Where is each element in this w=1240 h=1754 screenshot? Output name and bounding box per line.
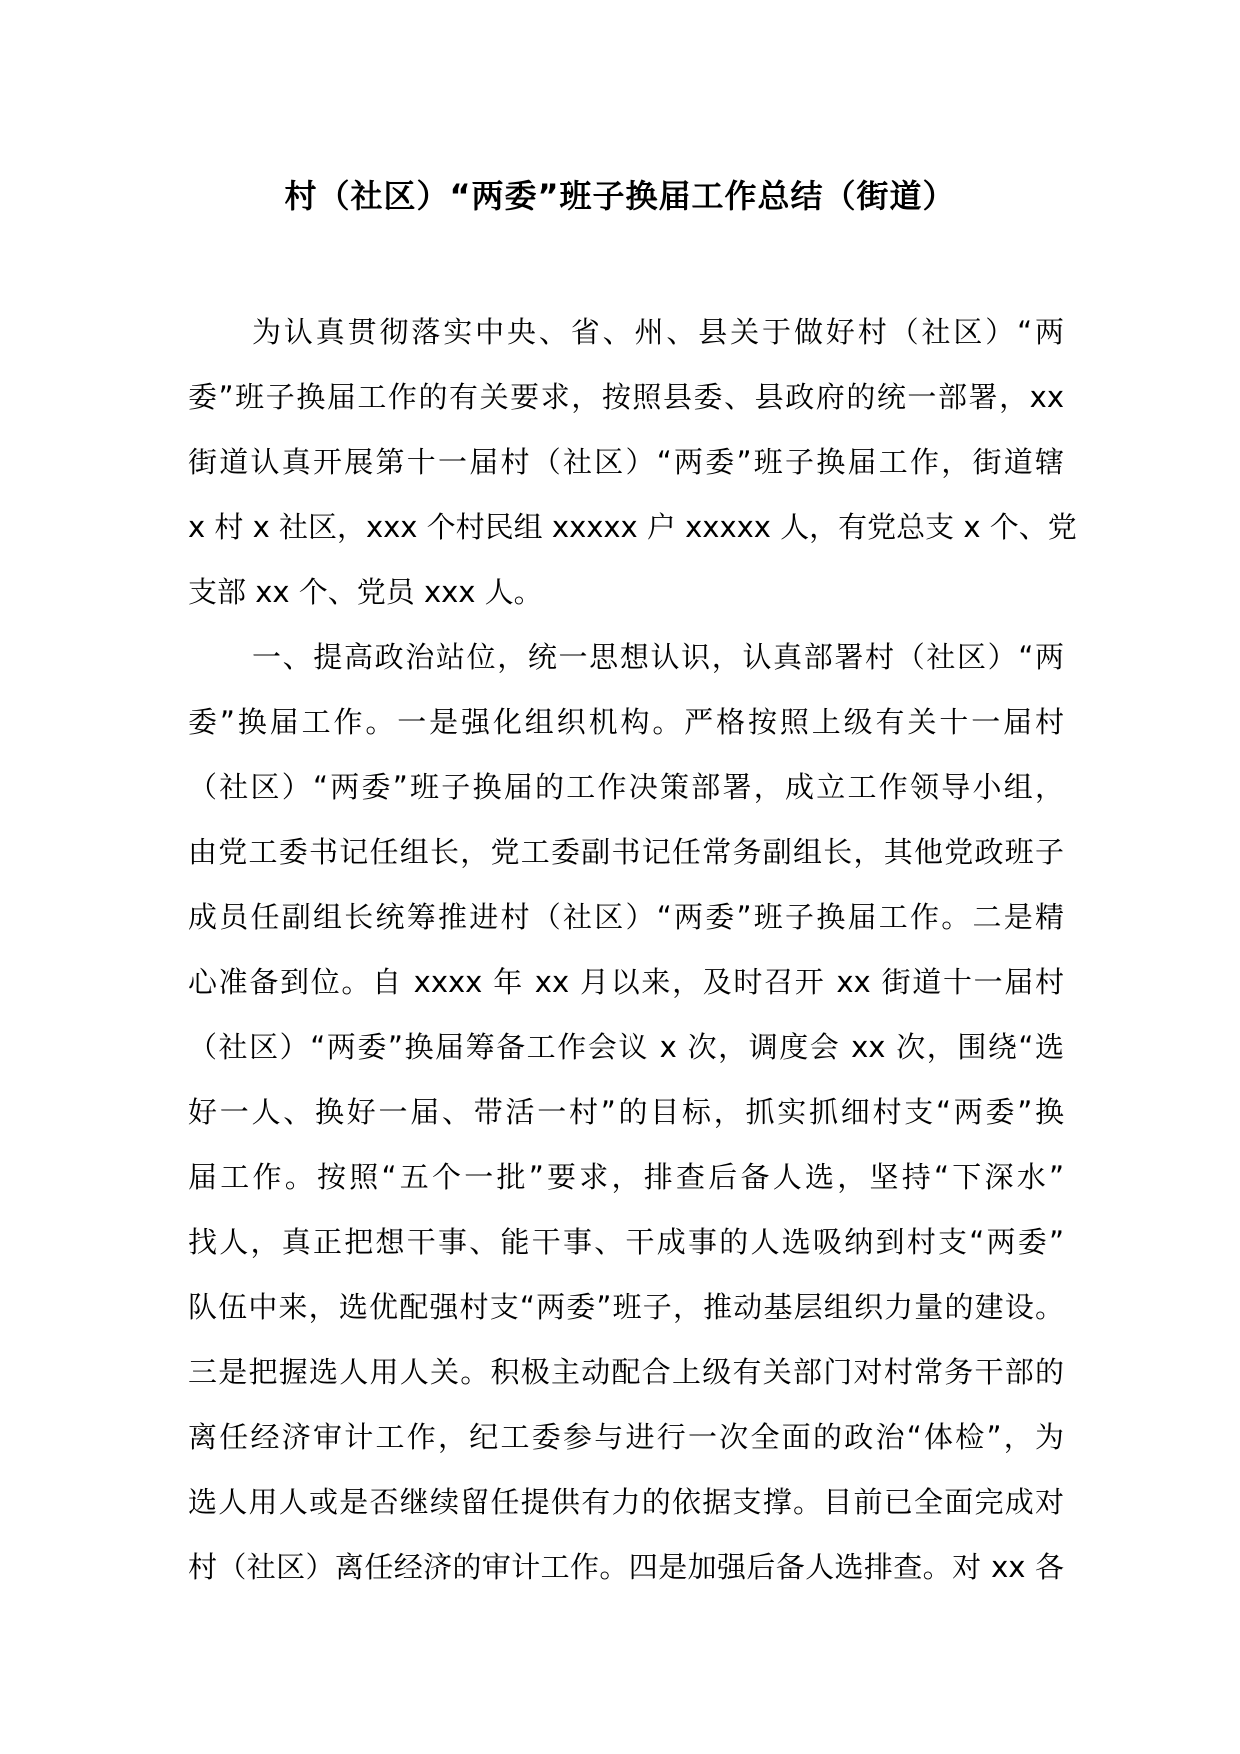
- document-body: [188, 300, 1077, 1600]
- paragraph-line-10: 成员任副组长统筹推进村（社区）“两委”班子换届工作。二是精: [188, 900, 1064, 934]
- paragraph-line-20: 村（社区）离任经济的审计工作。四是加强后备人选排查。对 xx 各: [188, 1550, 1064, 1584]
- paragraph-line-18: 离任经济审计工作，纪工委参与进行一次全面的政治“体检”，为: [188, 1420, 1064, 1454]
- document-title: 村（社区）“两委”班子换届工作总结（街道）: [284, 177, 956, 215]
- paragraph-line-15: 找人，真正把想干事、能干事、干成事的人选吸纳到村支“两委”: [188, 1225, 1064, 1259]
- paragraph-line-3: 街道认真开展第十一届村（社区）“两委”班子换届工作，街道辖: [188, 445, 1064, 479]
- paragraph-line-1: 为认真贯彻落实中央、省、州、县关于做好村（社区）“两: [252, 315, 1064, 349]
- paragraph-line-8: （社区）“两委”班子换届的工作决策部署，成立工作领导小组，: [188, 770, 1064, 804]
- paragraph-line-4: x 村 x 社区，xxx 个村民组 xxxxx 户 xxxxx 人，有党总支 x 个、党: [188, 510, 1077, 544]
- paragraph-line-14: 届工作。按照“五个一批”要求，排查后备人选，坚持“下深水”: [188, 1160, 1064, 1194]
- paragraph-line-13: 好一人、换好一届、带活一村”的目标，抓实抓细村支“两委”换: [188, 1095, 1064, 1129]
- paragraph-line-5: 支部 xx 个、党员 xxx 人。: [188, 575, 543, 609]
- paragraph-line-16: 队伍中来，选优配强村支“两委”班子，推动基层组织力量的建设。: [188, 1290, 1064, 1324]
- paragraph-line-17: 三是把握选人用人关。积极主动配合上级有关部门对村常务干部的: [188, 1355, 1064, 1389]
- paragraph-line-12: （社区）“两委”换届筹备工作会议 x 次，调度会 xx 次，围绕“选: [188, 1030, 1064, 1064]
- paragraph-line-19: 选人用人或是否继续留任提供有力的依据支撑。目前已全面完成对: [188, 1485, 1064, 1519]
- paragraph-line-11: 心准备到位。自 xxxx 年 xx 月以来，及时召开 xx 街道十一届村: [188, 965, 1064, 999]
- paragraph-line-7: 委”换届工作。一是强化组织机构。严格按照上级有关十一届村: [188, 705, 1064, 739]
- paragraph-line-2: 委”班子换届工作的有关要求，按照县委、县政府的统一部署，xx: [188, 380, 1064, 414]
- paragraph-line-6: 一、提高政治站位，统一思想认识，认真部署村（社区）“两: [252, 640, 1064, 674]
- paragraph-line-9: 由党工委书记任组长，党工委副书记任常务副组长，其他党政班子: [188, 835, 1064, 869]
